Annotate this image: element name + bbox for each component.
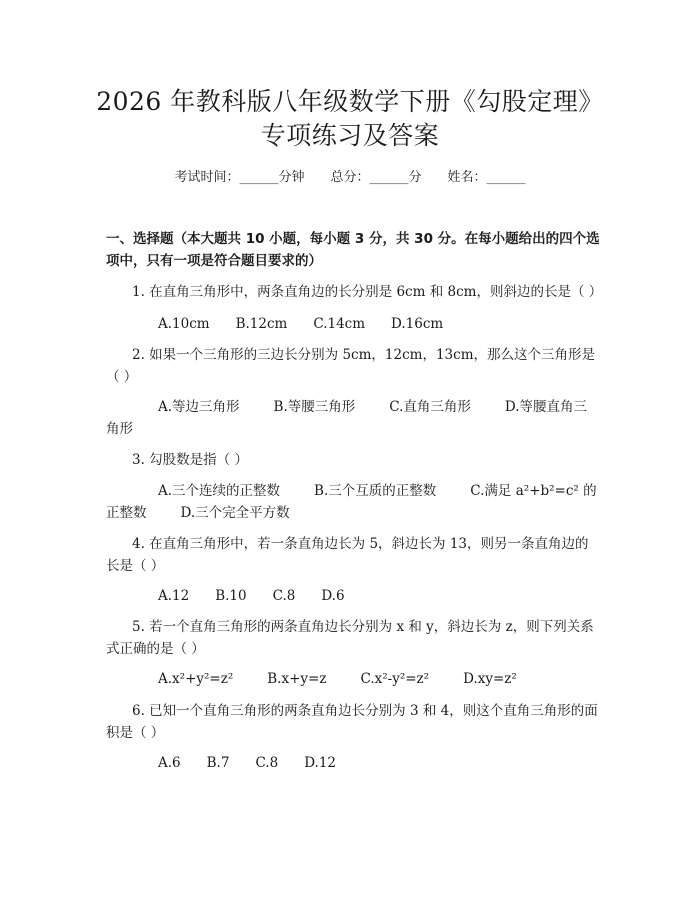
question-1-options xyxy=(106,313,598,335)
option-b: B.三个互质的正整数 xyxy=(314,483,437,499)
option-a: A.10cm xyxy=(158,316,210,332)
option-a: A.三个连续的正整数 xyxy=(158,483,281,499)
question-3-options xyxy=(106,480,598,524)
option-c: C.8 xyxy=(255,755,279,771)
section-heading: 一、选择题（本大题共 10 小题，每小题 3 分，共 30 分。在每小题给出的四个选项中，只有一项是符合题目要求的） xyxy=(106,231,600,269)
option-b: B.12cm xyxy=(235,316,288,332)
question-4: 4. 在直角三角形中，若一条直角边长为 5，斜边长为 13，则另一条直角边的长是（ ） xyxy=(106,536,589,574)
question-6-options xyxy=(106,752,598,774)
question-6: 6. 已知一个直角三角形的两条直角边长分别为 3 和 4，则这个直角三角形的面积是（ ） xyxy=(106,703,598,741)
question-5-options xyxy=(106,668,598,690)
question-3: 3. 勾股数是指（ ） xyxy=(132,452,248,468)
name-field: 姓名：______ xyxy=(447,170,526,185)
question-2: 2. 如果一个三角形的三边长分别为 5cm，12cm，13cm，那么这个三角形是（ ） xyxy=(106,347,595,385)
option-a: A.x²+y²=z² xyxy=(158,671,234,687)
total-score-field: 总分：______分 xyxy=(330,170,422,185)
option-b: B.x+y=z xyxy=(267,671,327,687)
option-a: A.等边三角形 xyxy=(158,399,240,415)
question-4-options xyxy=(106,585,598,607)
exam-time-field: 考试时间：______分钟 xyxy=(174,170,305,185)
exam-meta xyxy=(0,169,700,187)
option-c: C.x²-y²=z² xyxy=(360,671,430,687)
option-d: D.三个完全平方数 xyxy=(180,505,290,521)
option-c: C.14cm xyxy=(313,316,366,332)
option-d: D.等腰直角三角形 xyxy=(106,399,588,437)
question-2-options xyxy=(106,396,598,440)
option-b: B.10 xyxy=(215,588,247,604)
option-b: B.7 xyxy=(206,755,230,771)
question-5: 5. 若一个直角三角形的两条直角边长分别为 x 和 y，斜边长为 z，则下列关系式正确的是（ ） xyxy=(106,619,594,657)
question-1: 1. 在直角三角形中，两条直角边的长分别是 6cm 和 8cm，则斜边的长是（ ） xyxy=(132,284,603,300)
option-d: D.16cm xyxy=(391,316,444,332)
option-c: C.直角三角形 xyxy=(389,399,471,415)
option-a: A.6 xyxy=(158,755,181,771)
option-b: B.等腰三角形 xyxy=(273,399,356,415)
doc-title-line2: 专项练习及答案 xyxy=(260,121,440,150)
option-d: D.6 xyxy=(321,588,345,604)
option-c: C.8 xyxy=(272,588,296,604)
doc-title-line1: 2026 年教科版八年级数学下册《勾股定理》 xyxy=(96,87,604,116)
option-c: C.满足 a²+b²=c² 的正整数 xyxy=(106,483,597,521)
option-d: D.12 xyxy=(304,755,336,771)
option-a: A.12 xyxy=(158,588,190,604)
option-d: D.xy=z² xyxy=(463,671,517,687)
